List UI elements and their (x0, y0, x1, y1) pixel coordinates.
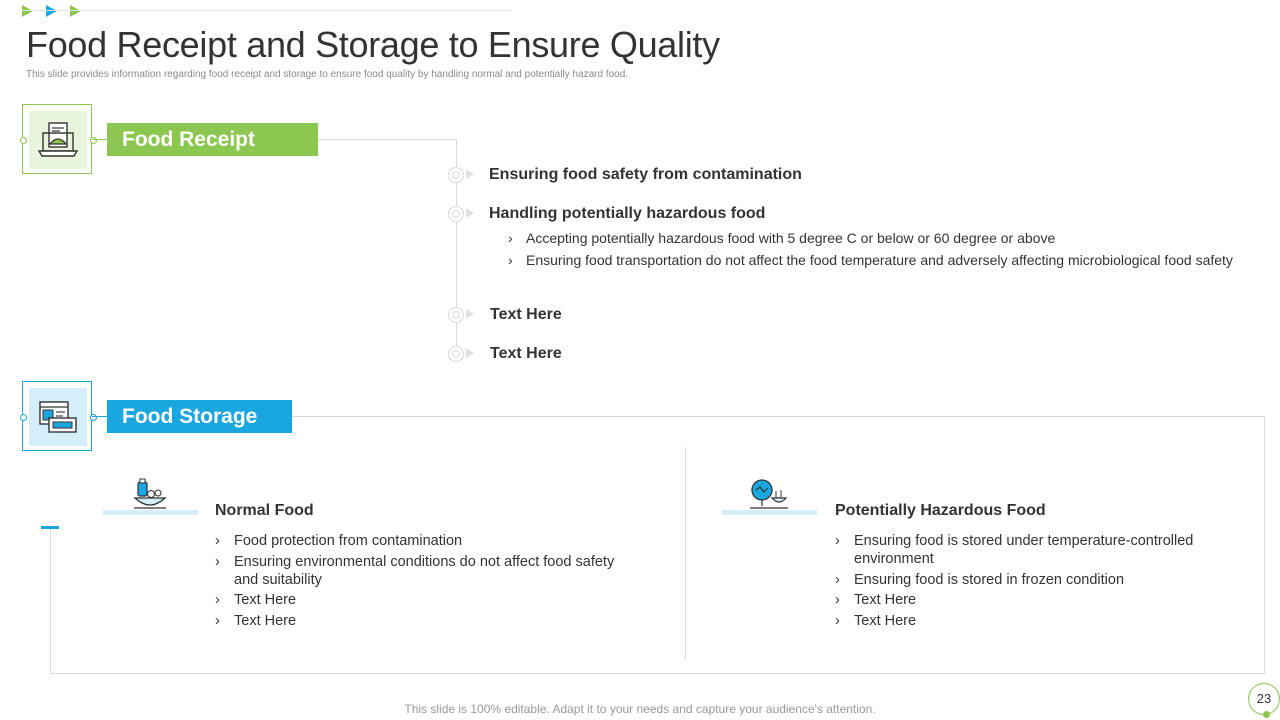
hazard-food-item-4: › Text Here (835, 613, 917, 629)
receipt-icon-box (22, 104, 92, 174)
receipt-subitem-2: › Ensuring food transportation do not affect the food temperature and adversely affecting microbiological food safety (508, 252, 1233, 268)
food-storage-banner: Food Storage (107, 400, 292, 433)
storage-box-left (50, 527, 51, 674)
chevron-right-icon: › (215, 533, 220, 549)
timeline-arrow-icon (466, 208, 474, 218)
page-number: 23 (1248, 683, 1280, 715)
hazard-food-item-1: › Ensuring food is stored under temperature-controlled environment (835, 533, 1194, 567)
timeline-node-icon (447, 166, 465, 184)
arrow-green-icon (22, 5, 33, 17)
normal-food-item-4: › Text Here (215, 613, 297, 629)
food-receipt-banner: Food Receipt (107, 123, 318, 156)
hazard-food-item-2: › Ensuring food is stored in frozen condition (835, 572, 1125, 588)
storage-icon-box (22, 381, 92, 451)
timeline-node-icon (447, 345, 465, 363)
receipt-item-2: Handling potentially hazardous food (489, 205, 766, 222)
page-subtitle: This slide provides information regarding food receipt and storage to ensure food quality by handling normal and potentially hazard food. (26, 69, 629, 80)
page-number-dot (1263, 711, 1270, 718)
top-divider (22, 10, 512, 11)
page-title: Food Receipt and Storage to Ensure Quality (26, 24, 720, 65)
timeline-arrow-icon (466, 169, 474, 179)
connector-line (92, 416, 107, 417)
storage-accent-mark (41, 526, 59, 529)
timeline-node-icon (447, 306, 465, 324)
connector-line (92, 139, 107, 140)
chevron-right-icon: › (215, 613, 220, 629)
timeline-arrow-icon (466, 309, 474, 319)
receipt-subitem-1: › Accepting potentially hazardous food with 5 degree C or below or 60 degree or above (508, 230, 1056, 246)
chevron-right-icon: › (835, 592, 840, 608)
timeline-arrow-icon (466, 348, 474, 358)
normal-food-item-3: › Text Here (215, 592, 297, 608)
receipt-connector (318, 139, 457, 140)
hazard-food-accent (722, 510, 817, 515)
arrow-blue-icon (46, 5, 57, 17)
chevron-right-icon: › (215, 592, 220, 608)
storage-box-top (292, 416, 1265, 417)
chevron-right-icon: › (835, 613, 840, 629)
normal-food-item-2: › Ensuring environmental conditions do not affect food safety and suitability (215, 554, 615, 588)
storage-box-right (1264, 416, 1265, 674)
chevron-right-icon: › (508, 252, 513, 268)
chevron-right-icon: › (835, 533, 840, 549)
normal-food-item-1: › Food protection from contamination (215, 533, 463, 549)
normal-food-title: Normal Food (215, 502, 314, 519)
chevron-right-icon: › (215, 554, 220, 570)
storage-window-icon (29, 388, 87, 446)
column-divider (685, 447, 686, 659)
normal-food-accent (103, 510, 198, 515)
footer-note: This slide is 100% editable. Adapt it to your needs and capture your audience's attention. (404, 702, 876, 716)
receipt-item-1: Ensuring food safety from contamination (489, 166, 802, 183)
storage-box-bottom (50, 673, 1265, 674)
food-bowl-icon (130, 478, 170, 512)
hazard-food-item-3: › Text Here (835, 592, 917, 608)
hazard-food-icon (748, 478, 790, 512)
connector-dot (20, 137, 27, 144)
receipt-item-3: Text Here (490, 306, 562, 323)
receipt-item-4: Text Here (490, 345, 562, 362)
timeline-node-icon (447, 205, 465, 223)
connector-dot (20, 414, 27, 421)
chevron-right-icon: › (835, 572, 840, 588)
hazard-food-title: Potentially Hazardous Food (835, 502, 1046, 519)
chevron-right-icon: › (508, 230, 513, 246)
receipt-laptop-icon (29, 111, 87, 169)
arrow-green-icon (70, 5, 81, 17)
